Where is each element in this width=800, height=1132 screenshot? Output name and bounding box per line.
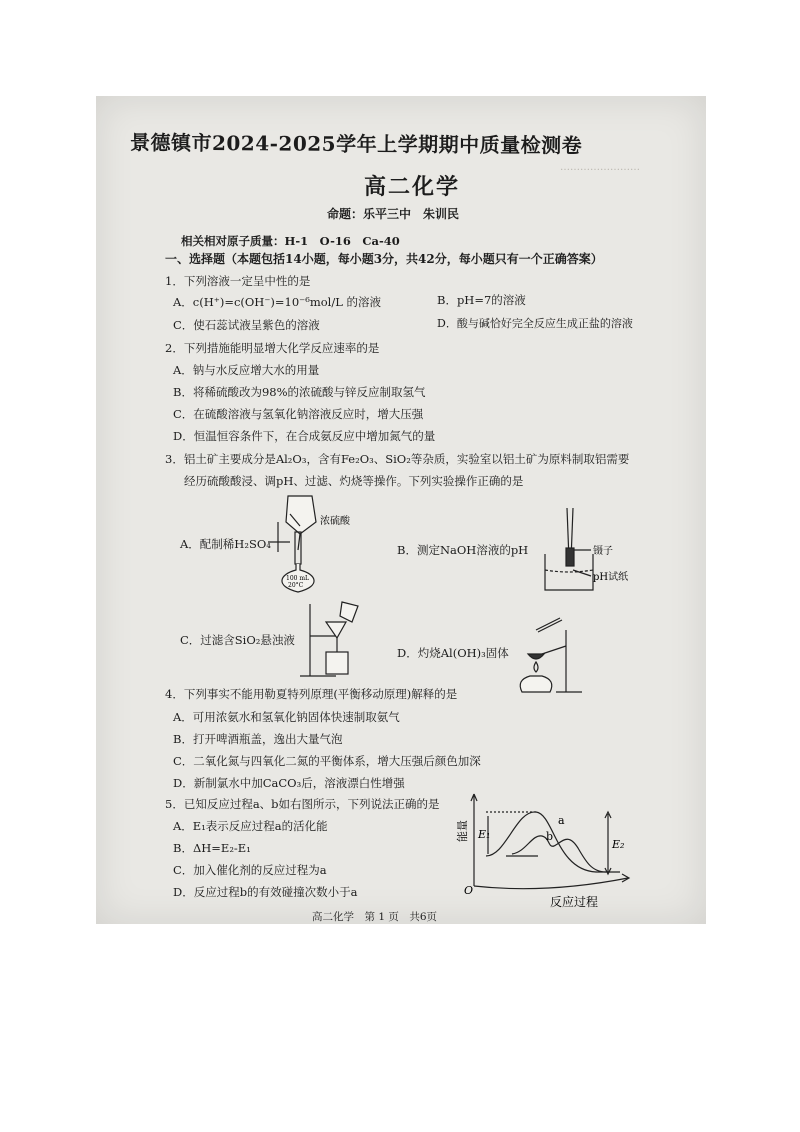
- graph-curve-b: b: [546, 830, 554, 843]
- q2-option-d: D．恒温恒容条件下，在合成氨反应中增加氮气的量: [173, 429, 436, 443]
- q3-stem-line2: 经历硫酸酸浸、调pH、过滤、灼烧等操作。下列实验操作正确的是: [184, 474, 524, 488]
- graph-ylabel: 能量: [456, 820, 469, 842]
- q2-stem: 2．下列措施能明显增大化学反应速率的是: [165, 341, 380, 355]
- subject-title: 高二化学: [364, 174, 461, 200]
- q2-option-c: C．在硫酸溶液与氢氧化钠溶液反应时，增大压强: [173, 407, 424, 421]
- q1-option-c: C．使石蕊试液呈紫色的溶液: [173, 318, 320, 332]
- x-axis: [474, 878, 628, 889]
- q1-option-b: B．pH=7的溶液: [437, 293, 526, 307]
- q4-option-b: B．打开啤酒瓶盖，逸出大量气泡: [173, 732, 343, 746]
- curve-b: [512, 836, 606, 872]
- figure-ph-test: [535, 504, 645, 596]
- author-line: 命题：乐平三中 朱训民: [327, 207, 460, 221]
- q5-option-c: C．加入催化剂的反应过程为a: [173, 863, 327, 877]
- tweezers-label: 镊子: [593, 546, 613, 557]
- q5-option-d: D．反应过程b的有效碰撞次数小于a: [173, 885, 358, 899]
- flask-temp-label: 20°C: [288, 582, 304, 589]
- graph-xlabel: 反应过程: [550, 895, 599, 909]
- graph-origin: O: [464, 884, 474, 897]
- q4-option-a: A．可用浓氨水和氢氧化钠固体快速制取氨气: [173, 710, 400, 724]
- q1-option-a: A．c(H⁺)=c(OH⁻)=10⁻⁶mol/L 的溶液: [173, 295, 382, 309]
- q2-option-b: B．将稀硫酸改为98%的浓硫酸与锌反应制取氢气: [173, 385, 426, 399]
- q3-option-b: B．测定NaOH溶液的pH: [397, 543, 529, 557]
- graph-curve-a: a: [558, 814, 565, 827]
- atomic-masses: 相关相对原子质量：H-1 O-16 Ca-40: [181, 234, 400, 248]
- acid-label: 浓硫酸: [320, 516, 350, 527]
- q5-option-b: B．ΔH=E₂-E₁: [173, 841, 251, 855]
- figure-crucible-heating: [510, 610, 590, 696]
- figure-filtration: [296, 596, 366, 680]
- page-footer: 高二化学 第 1 页 共6页: [312, 911, 438, 923]
- q3-stem-line1: 3．铝土矿主要成分是Al₂O₃，含有Fe₂O₃、SiO₂等杂质，实验室以铝土矿为原料制取铝需要: [165, 452, 630, 466]
- exam-title: 景德镇市2024-2025学年上学期期中质量检测卷: [129, 130, 583, 158]
- q3-option-d: D．灼烧Al(OH)₃固体: [397, 646, 509, 660]
- q2-option-a: A．钠与水反应增大水的用量: [173, 363, 320, 377]
- graph-e1: E₁: [478, 828, 491, 841]
- section-heading: 一、选择题（本题包括14小题，每小题3分，共42分，每小题只有一个正确答案）: [165, 252, 603, 266]
- graph-e2: E₂: [612, 838, 625, 851]
- ph-paper-label: pH试纸: [593, 572, 629, 583]
- q1-option-d: D．酸与碱恰好完全反应生成正盐的溶液: [437, 317, 633, 330]
- q4-stem: 4．下列事实不能用勒夏特列原理(平衡移动原理)解释的是: [165, 687, 458, 701]
- flask-volume-label: 100 mL: [286, 575, 310, 582]
- q3-option-c: C．过滤含SiO₂悬浊液: [180, 633, 295, 647]
- figure-dilute-acid: [260, 492, 380, 602]
- q5-option-a: A．E₁表示反应过程a的活化能: [173, 819, 328, 833]
- q3-option-a: A．配制稀H₂SO₄: [180, 537, 271, 551]
- energy-profile-graph: [446, 786, 642, 910]
- q1-stem: 1．下列溶液一定呈中性的是: [165, 274, 311, 288]
- bleed-through-text: ……………………: [560, 162, 640, 173]
- q4-option-c: C．二氧化氮与四氧化二氮的平衡体系，增大压强后颜色加深: [173, 754, 481, 768]
- q5-stem: 5．已知反应过程a、b如右图所示，下列说法正确的是: [165, 797, 440, 811]
- q4-option-d: D．新制氯水中加CaCO₃后，溶液漂白性增强: [173, 776, 405, 790]
